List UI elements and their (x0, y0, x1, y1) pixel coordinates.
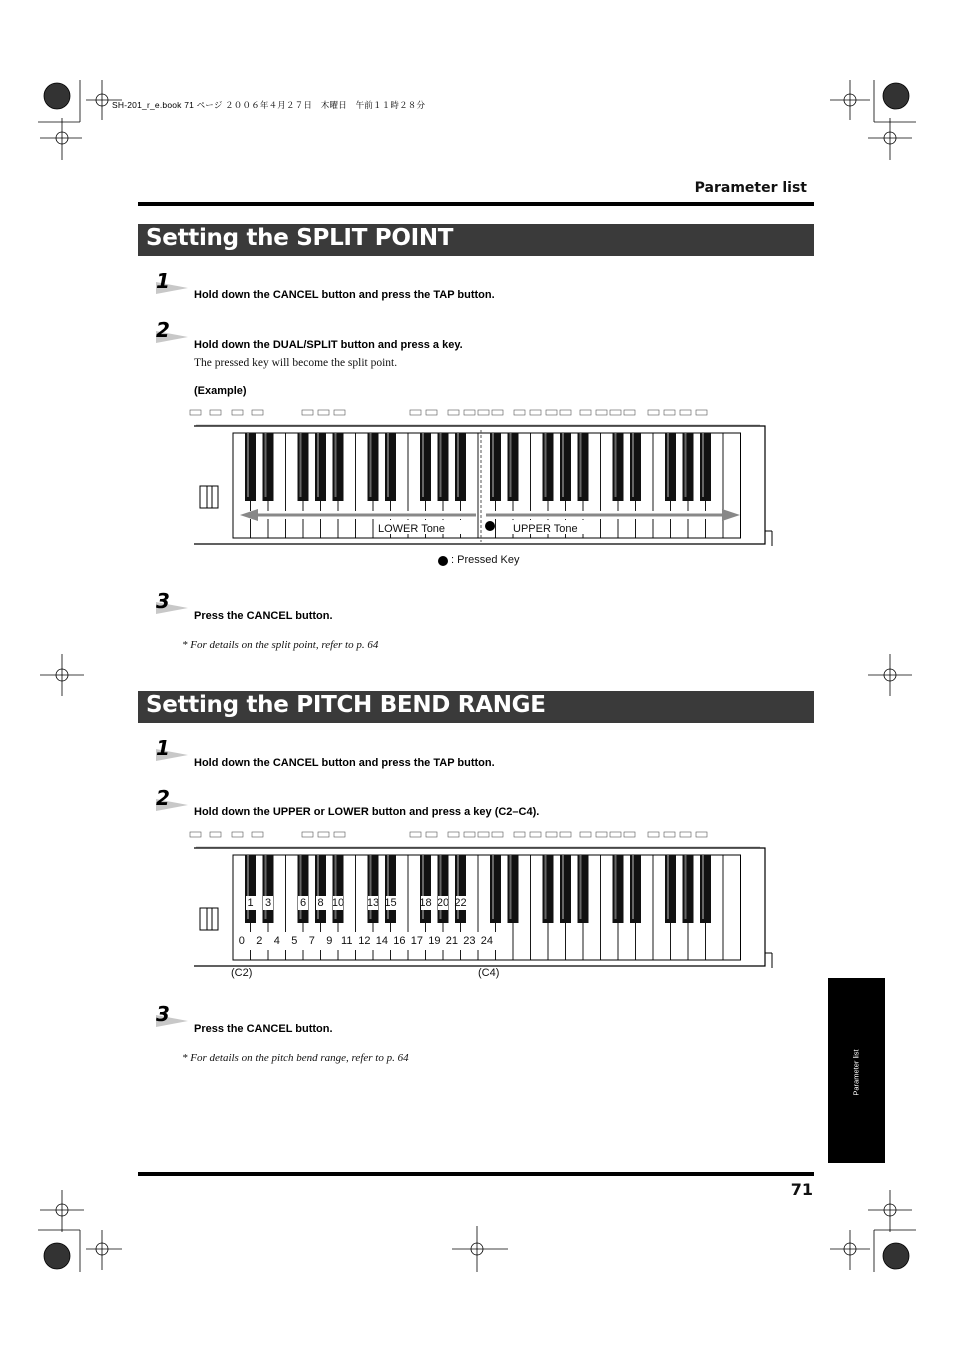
panel-button (530, 410, 541, 415)
panel-button (648, 832, 659, 837)
panel-button (334, 832, 345, 837)
panel-button (464, 832, 475, 837)
panel-button (210, 410, 221, 415)
black-key (578, 433, 589, 501)
panel-button (624, 832, 635, 837)
black-key-highlight (317, 433, 319, 497)
black-key (438, 855, 449, 923)
black-key (333, 855, 344, 923)
panel-button (232, 832, 243, 837)
black-key-number: 18 (419, 897, 432, 909)
step-number-2: 2 (138, 789, 198, 811)
step-number-3: 3 (138, 1005, 198, 1027)
black-key (420, 855, 431, 923)
black-key (455, 855, 466, 923)
black-key-highlight (440, 433, 442, 497)
panel-button (560, 832, 571, 837)
panel-button (464, 410, 475, 415)
black-key-highlight (702, 433, 704, 497)
lower-tone-label: LOWER Tone (378, 523, 446, 535)
black-key (508, 433, 519, 501)
black-key (683, 855, 694, 923)
black-key (298, 855, 309, 923)
footnote: * For details on the split point, refer to p. 64 (182, 639, 379, 651)
black-key-highlight (492, 855, 494, 919)
white-key-number: 12 (358, 935, 371, 947)
panel-button (478, 410, 489, 415)
pressed-key-dot-icon (485, 521, 495, 531)
black-key-highlight (580, 433, 582, 497)
black-key (263, 433, 274, 501)
panel-button (318, 832, 329, 837)
section-heading-pitch-bend-range (138, 691, 814, 723)
black-key-highlight (510, 433, 512, 497)
pressed-key-legend: : Pressed Key (451, 554, 520, 566)
black-key (438, 433, 449, 501)
upper-tone-label: UPPER Tone (513, 523, 578, 535)
black-key (543, 433, 554, 501)
panel-button (560, 410, 571, 415)
black-key (560, 433, 571, 501)
step-number-2: 2 (138, 321, 198, 343)
step-instruction: Hold down the UPPER or LOWER button and press a key (C2–C4). (194, 806, 540, 818)
black-key-number: 22 (454, 897, 467, 909)
panel-button (624, 410, 635, 415)
black-key-highlight (615, 433, 617, 497)
black-key (700, 433, 711, 501)
black-key (245, 433, 256, 501)
black-key-highlight (300, 433, 302, 497)
panel-button (492, 832, 503, 837)
step-instruction: Hold down the CANCEL button and press the TAP button. (194, 757, 495, 769)
panel-button (252, 410, 263, 415)
panel-button (596, 410, 607, 415)
panel-button (580, 832, 591, 837)
black-key-highlight (492, 433, 494, 497)
white-key-number: 4 (273, 935, 280, 947)
panel-button (696, 410, 707, 415)
page-number: 71 (790, 1180, 813, 1199)
panel-button (478, 832, 489, 837)
panel-button (210, 832, 221, 837)
pressed-key-dot-icon (438, 556, 448, 566)
black-key (490, 433, 501, 501)
panel-button (664, 832, 675, 837)
panel-button (610, 832, 621, 837)
panel-button (610, 410, 621, 415)
panel-button (648, 410, 659, 415)
black-key-number: 8 (317, 897, 324, 909)
black-key (455, 433, 466, 501)
panel-button (318, 410, 329, 415)
section-title: Setting the PITCH BEND RANGE (146, 692, 546, 718)
panel-button (546, 832, 557, 837)
step-number-3: 3 (138, 592, 198, 614)
black-key-highlight (370, 433, 372, 497)
white-key-number: 14 (375, 935, 388, 947)
black-key (560, 855, 571, 923)
panel-button (334, 410, 345, 415)
black-key-highlight (545, 855, 547, 919)
panel-button (596, 832, 607, 837)
black-key-number: 6 (299, 897, 307, 909)
black-key-highlight (615, 855, 617, 919)
black-key (578, 855, 589, 923)
panel-button (426, 410, 437, 415)
example-label: (Example) (194, 385, 247, 397)
white-key-number: 5 (291, 935, 298, 947)
running-header-title: Parameter list (694, 180, 807, 196)
white-key-number: 2 (256, 935, 263, 947)
black-key-highlight (387, 433, 389, 497)
black-key-highlight (422, 433, 424, 497)
white-key-number: 24 (480, 935, 493, 947)
white-key-number: 21 (445, 935, 458, 947)
black-key (508, 855, 519, 923)
black-key-highlight (510, 855, 512, 919)
black-key (613, 433, 624, 501)
panel-button (190, 832, 201, 837)
black-key-highlight (667, 433, 669, 497)
black-key-number: 1 (247, 897, 254, 909)
panel-button (514, 410, 525, 415)
white-key-number: 11 (341, 935, 353, 947)
black-key (700, 855, 711, 923)
step-instruction: Press the CANCEL button. (194, 610, 333, 622)
side-tab-label: Parameter list (851, 1049, 861, 1096)
pitch-bend-lever (200, 908, 218, 930)
black-key (683, 433, 694, 501)
white-key-number: 7 (308, 935, 315, 947)
black-key-number: 10 (331, 897, 345, 909)
white-key-number: 23 (463, 935, 476, 947)
panel-button (492, 410, 503, 415)
black-key (333, 433, 344, 501)
panel-button (232, 410, 243, 415)
step-number-1: 1 (138, 272, 198, 294)
black-key (385, 433, 396, 501)
white-key-number: 17 (410, 935, 423, 947)
panel-button (546, 410, 557, 415)
panel-button (190, 410, 201, 415)
file-info: SH-201_r_e.book 71 ページ ２００６年４月２７日 木曜日 午前１１時２８分 (112, 100, 426, 110)
black-key-number: 13 (366, 897, 380, 909)
section-heading-split-point (138, 224, 814, 256)
footer-rule (138, 1172, 814, 1176)
step-instruction: Hold down the CANCEL button and press the TAP button. (194, 289, 495, 301)
black-key-highlight (562, 855, 564, 919)
panel-button (696, 832, 707, 837)
black-key-highlight (562, 433, 564, 497)
step-number-1: 1 (138, 739, 198, 761)
black-key (245, 855, 256, 923)
white-key-number: 0 (238, 935, 245, 947)
side-tab (828, 978, 885, 1163)
black-key (613, 855, 624, 923)
black-key-number: 15 (384, 897, 397, 909)
panel-button (664, 410, 675, 415)
panel-button (448, 832, 459, 837)
panel-button (302, 832, 313, 837)
section-title: Setting the SPLIT POINT (146, 225, 454, 251)
panel-button (680, 832, 691, 837)
black-key-highlight (632, 433, 634, 497)
panel-button (530, 832, 541, 837)
black-key (315, 855, 326, 923)
step-body-text: The pressed key will become the split point. (194, 357, 398, 369)
black-key-number: 20 (436, 897, 450, 909)
black-key (385, 855, 396, 923)
black-key-highlight (685, 433, 687, 497)
header-rule (138, 202, 814, 206)
black-key-highlight (580, 855, 582, 919)
black-key (630, 433, 641, 501)
black-key (630, 855, 641, 923)
black-key-highlight (335, 433, 337, 497)
c2-label: (C2) (231, 967, 253, 979)
pitch-bend-lever (200, 486, 218, 508)
black-key (543, 855, 554, 923)
black-key-highlight (247, 433, 249, 497)
panel-button (580, 410, 591, 415)
footnote: * For details on the pitch bend range, refer to p. 64 (182, 1052, 409, 1064)
white-key-number: 16 (393, 935, 406, 947)
black-key-highlight (632, 855, 634, 919)
black-key (490, 855, 501, 923)
black-key (263, 855, 274, 923)
panel-button (410, 410, 421, 415)
step-instruction: Hold down the DUAL/SPLIT button and press a key. (194, 339, 463, 351)
black-key-highlight (667, 855, 669, 919)
panel-button (680, 410, 691, 415)
c4-label: (C4) (478, 967, 500, 979)
panel-button (426, 832, 437, 837)
panel-button (448, 410, 459, 415)
panel-button (302, 410, 313, 415)
black-key (368, 855, 379, 923)
black-key-number: 3 (264, 897, 272, 909)
black-key-highlight (265, 433, 267, 497)
black-key (298, 433, 309, 501)
black-key (665, 433, 676, 501)
white-key-number: 19 (428, 935, 441, 947)
split-point-keyboard-diagram (160, 400, 810, 550)
black-key-highlight (545, 433, 547, 497)
black-key-highlight (685, 855, 687, 919)
black-key-highlight (702, 855, 704, 919)
white-key-number: 9 (326, 935, 333, 947)
panel-button (410, 832, 421, 837)
black-key (315, 433, 326, 501)
black-key-highlight (457, 433, 459, 497)
panel-button (514, 832, 525, 837)
black-key (420, 433, 431, 501)
panel-button (252, 832, 263, 837)
step-instruction: Press the CANCEL button. (194, 1023, 333, 1035)
black-key (368, 433, 379, 501)
black-key (665, 855, 676, 923)
